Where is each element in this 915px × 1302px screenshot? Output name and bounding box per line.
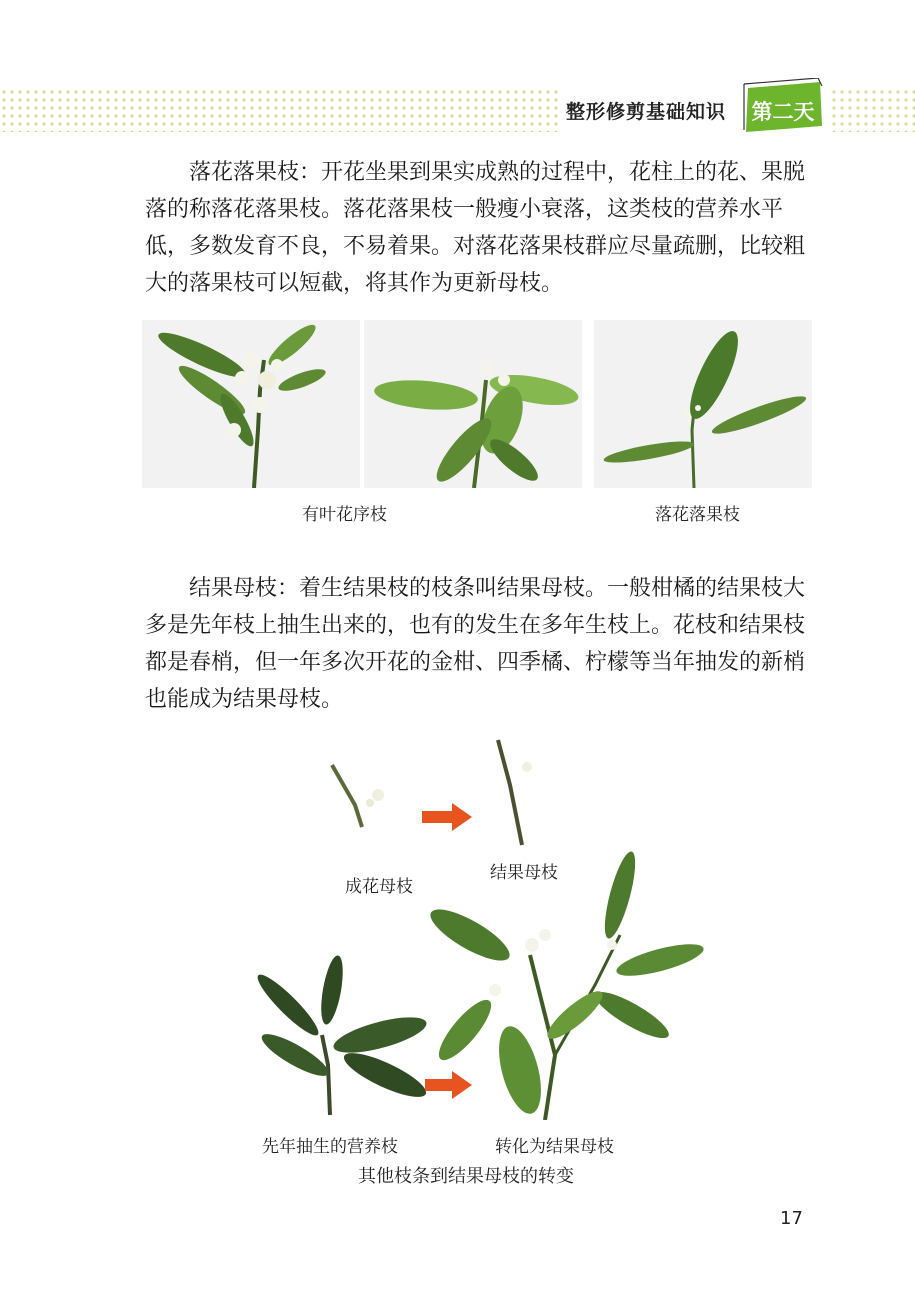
header-dot-pattern (0, 88, 560, 132)
paragraph-text: 落花落果枝：开花坐果到果实成熟的过程中，花柱上的花、果脱落的称落花落果枝。落花落果枝一般瘦小衰落，这类枝的营养水平低，多数发育不良，不易着果。对落花落果枝群应尽量疏删，比较粗大的落果枝可以短截，将其作为更新母枝。 (145, 160, 806, 296)
paragraph-text: 结果母枝：着生结果枝的枝条叫结果母枝。一般柑橘的结果枝大多是先年枝上抽生出来的，也有的发生在多年生枝上。花枝和结果枝都是春梢，但一年多次开花的金柑、四季橘、柠檬等当年抽发的新梢也能成为结果母枝。 (145, 576, 806, 712)
photo-leafy-inflorescence-1 (142, 320, 360, 488)
caption-falling-fruit-branch: 落花落果枝 (655, 505, 740, 525)
label-previous-year-vegetative-branch: 先年抽生的营养枝 (262, 1137, 398, 1157)
photo-leafy-inflorescence-2 (364, 320, 582, 488)
label-converted-fruiting-mother-branch: 转化为结果母枝 (495, 1137, 614, 1157)
caption-leafy-inflorescence: 有叶花序枝 (302, 505, 387, 525)
day-badge (742, 78, 824, 136)
figure-caption-branch-transformation: 其他枝条到结果母枝的转变 (358, 1166, 574, 1187)
chapter-title: 整形修剪基础知识 (566, 101, 727, 123)
figure-branch-transformation (240, 735, 715, 1120)
paragraph-falling-fruit-branch (145, 154, 815, 302)
page-number: 17 (780, 1208, 803, 1229)
paragraph-fruiting-mother-branch (145, 570, 815, 718)
label-fruiting-mother-branch: 结果母枝 (490, 863, 558, 883)
day-badge-label: 第二天 (751, 100, 815, 124)
header-dot-pattern-right (830, 88, 915, 132)
photo-falling-fruit-branch (594, 320, 812, 488)
label-flowering-mother-branch: 成花母枝 (345, 877, 413, 897)
